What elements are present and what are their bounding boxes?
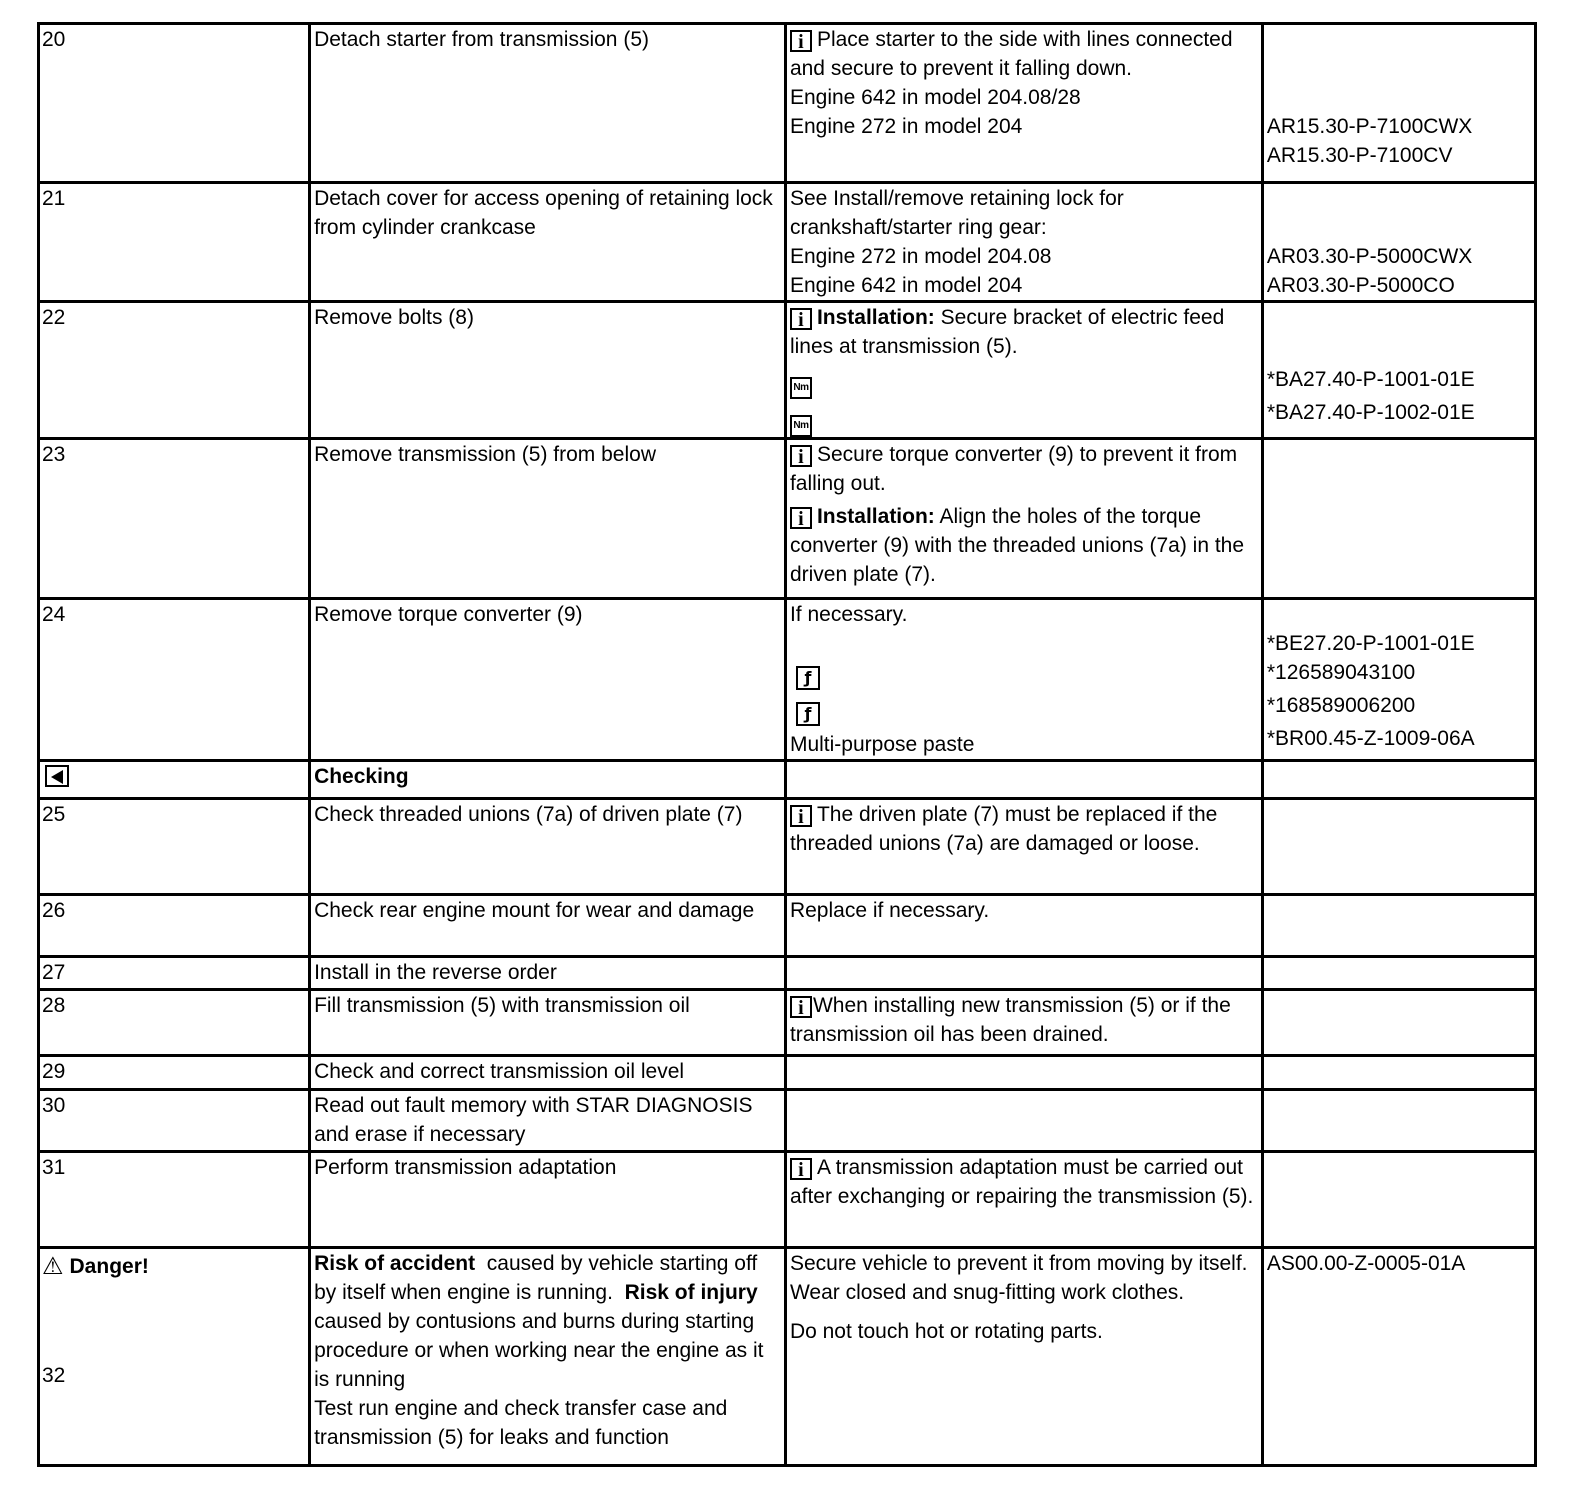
risk-text: caused by contusions and burns during starting procedure or when working near the engine as it is running: [314, 1310, 764, 1391]
step-reference: AS00.00-Z-0005-01A: [1262, 1248, 1535, 1466]
step-reference: [1262, 799, 1535, 895]
section-heading-row: [39, 761, 1536, 799]
note-text: Engine 642 in model 204.08/28: [789, 86, 1081, 109]
table-row: [39, 302, 1536, 439]
back-arrow-icon: [45, 765, 69, 787]
info-icon: i: [790, 445, 812, 467]
step-action: Remove transmission (5) from below: [310, 439, 786, 599]
note-text: Engine 272 in model 204.08: [789, 245, 1052, 268]
reference-code: *BA27.40-P-1002-01E: [1266, 401, 1475, 424]
reference-code: *168589006200: [1266, 694, 1416, 717]
risk-label: Risk of injury: [624, 1281, 758, 1304]
note-text: Do not touch hot or rotating parts.: [789, 1320, 1103, 1343]
step-action: Check rear engine mount for wear and damage: [310, 895, 786, 957]
step-number: 30: [39, 1090, 310, 1152]
note-text: A transmission adaptation must be carried out after exchanging or repairing the transmission (5).: [789, 1156, 1254, 1208]
table-row: [39, 957, 1536, 990]
table-row: [39, 599, 1536, 761]
step-reference: [1262, 957, 1535, 990]
step-reference: [1262, 439, 1535, 599]
info-icon: i: [790, 308, 812, 330]
table-row: [39, 1090, 1536, 1152]
step-action: Read out fault memory with STAR DIAGNOSIS and erase if necessary: [310, 1090, 786, 1152]
step-reference: [1262, 1152, 1535, 1248]
info-icon: i: [790, 30, 812, 52]
step-note: [785, 1248, 1262, 1466]
danger-text: [314, 1252, 763, 1391]
table-row: [39, 24, 1536, 183]
info-icon: i: [790, 996, 812, 1018]
reference-code: AR03.30-P-5000CO: [1266, 274, 1455, 297]
step-number: 27: [39, 957, 310, 990]
step-reference: [1262, 599, 1535, 761]
note-text: Engine 272 in model 204: [789, 115, 1023, 138]
note-text: Engine 642 in model 204: [789, 274, 1023, 297]
note-text: Multi-purpose paste: [789, 733, 975, 756]
note-text: Place starter to the side with lines connected and secure to prevent it falling down.: [789, 28, 1233, 80]
danger-label: Danger!: [69, 1255, 149, 1278]
step-reference: [1262, 302, 1535, 439]
note-text: The driven plate (7) must be replaced if the threaded unions (7a) are damaged or loose.: [789, 803, 1218, 855]
table-row: [39, 439, 1536, 599]
step-action: Perform transmission adaptation: [310, 1152, 786, 1248]
step-note: [785, 761, 1262, 799]
step-number: 21: [39, 183, 310, 302]
step-note: [785, 1056, 1262, 1090]
step-action: Detach cover for access opening of retaining lock from cylinder crankcase: [310, 183, 786, 302]
step-reference: [1262, 761, 1535, 799]
step-note: [785, 599, 1262, 761]
step-number: 28: [39, 990, 310, 1056]
special-tool-icon: ƒ: [796, 702, 820, 726]
step-action: Remove bolts (8): [310, 302, 786, 439]
table-row: [39, 895, 1536, 957]
table-row: [39, 990, 1536, 1056]
step-reference: [1262, 1056, 1535, 1090]
table-row: [39, 1056, 1536, 1090]
table-row: [39, 1248, 1536, 1466]
step-number: 29: [39, 1056, 310, 1090]
table-row: [39, 183, 1536, 302]
procedure-table: [37, 22, 1537, 1467]
reference-code: *BA27.40-P-1001-01E: [1266, 368, 1475, 391]
step-number: 20: [39, 24, 310, 183]
reference-code: AR15.30-P-7100CWX: [1266, 115, 1473, 138]
step-note: [785, 799, 1262, 895]
step-note: [785, 302, 1262, 439]
step-number: 22: [39, 302, 310, 439]
risk-text: caused by vehicle starting off by itself when engine is running.: [314, 1252, 758, 1304]
step-action: Install in the reverse order: [310, 957, 786, 990]
step-number: 23: [39, 439, 310, 599]
table-row: [39, 799, 1536, 895]
step-note: [785, 439, 1262, 599]
risk-label: Risk of accident: [314, 1252, 476, 1275]
step-number: 26: [39, 895, 310, 957]
step-note: [785, 1090, 1262, 1152]
reference-code: *BE27.20-P-1001-01E: [1266, 632, 1475, 655]
step-icon: [39, 761, 310, 799]
step-number: 24: [39, 599, 310, 761]
step-reference: [1262, 895, 1535, 957]
step-action: Remove torque converter (9): [310, 599, 786, 761]
reference-code: *126589043100: [1266, 661, 1416, 684]
info-icon: i: [790, 507, 812, 529]
step-action: Detach starter from transmission (5): [310, 24, 786, 183]
step-reference: [1262, 1090, 1535, 1152]
note-text: See Install/remove retaining lock for crankshaft/starter ring gear:: [789, 187, 1124, 239]
step-number: [39, 1248, 310, 1466]
note-text: Secure torque converter (9) to prevent it from falling out.: [789, 443, 1238, 495]
step-number: 32: [42, 1364, 66, 1387]
step-note: [785, 990, 1262, 1056]
note-text: Wear closed and snug-fitting work clothes.: [789, 1281, 1185, 1304]
step-action-text: Test run engine and check transfer case and transmission (5) for leaks and function: [314, 1397, 728, 1449]
note-text: Secure bracket of electric feed lines at transmission (5).: [789, 306, 1225, 358]
special-tool-icon: ƒ: [796, 666, 820, 690]
step-note: Replace if necessary.: [785, 895, 1262, 957]
step-note: [785, 24, 1262, 183]
reference-code: AR15.30-P-7100CV: [1266, 144, 1453, 167]
step-reference: [1262, 183, 1535, 302]
torque-nm-icon: Nm: [790, 377, 812, 399]
step-number: 31: [39, 1152, 310, 1248]
table-row: [39, 1152, 1536, 1248]
step-reference: [1262, 24, 1535, 183]
info-icon: i: [790, 1158, 812, 1180]
torque-nm-icon: Nm: [790, 415, 812, 437]
note-label: Installation:: [816, 505, 935, 528]
step-action: Check and correct transmission oil level: [310, 1056, 786, 1090]
step-action: Fill transmission (5) with transmission oil: [310, 990, 786, 1056]
step-action: Check threaded unions (7a) of driven plate (7): [310, 799, 786, 895]
note-label: Installation:: [816, 306, 935, 329]
section-heading: Checking: [310, 761, 786, 799]
step-reference: [1262, 990, 1535, 1056]
reference-code: AR03.30-P-5000CWX: [1266, 245, 1473, 268]
warning-triangle-icon: ⚠: [42, 1252, 64, 1280]
note-text: When installing new transmission (5) or if the transmission oil has been drained.: [789, 994, 1231, 1046]
note-text: Align the holes of the torque converter (9) with the threaded unions (7a) in the driven plate (7).: [789, 505, 1245, 586]
info-icon: i: [790, 805, 812, 827]
note-text: Secure vehicle to prevent it from moving by itself.: [789, 1252, 1248, 1275]
step-action: [310, 1248, 786, 1466]
step-note: [785, 957, 1262, 990]
step-note: [785, 183, 1262, 302]
reference-code: *BR00.45-Z-1009-06A: [1266, 727, 1475, 750]
step-number: 25: [39, 799, 310, 895]
step-note: [785, 1152, 1262, 1248]
note-text: If necessary.: [789, 603, 908, 626]
